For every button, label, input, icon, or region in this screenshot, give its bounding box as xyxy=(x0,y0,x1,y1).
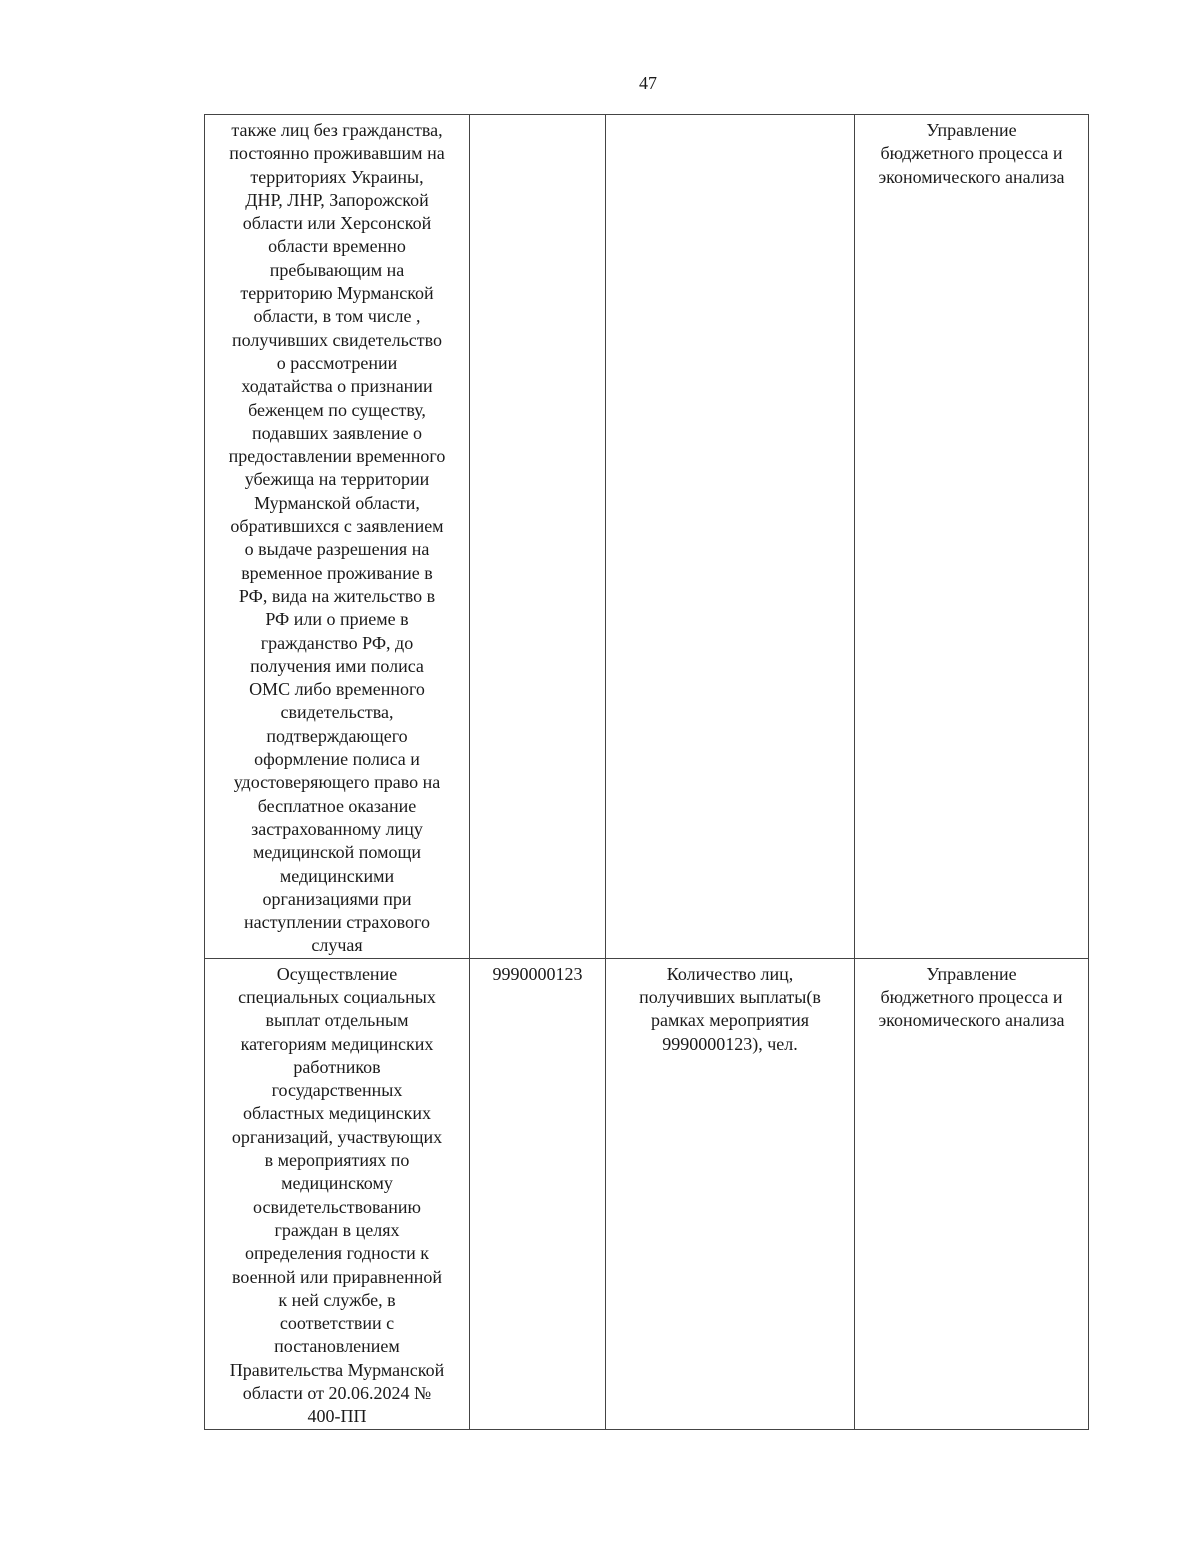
indicator-cell xyxy=(606,115,855,959)
measure-name-cell: также лиц без гражданства, постоянно проживавшим на территориях Украины, ДНР, ЛНР, Запорожской области или Херсонской области временно пребывающим на территорию Мурманской области, в том числе , получивших свидетельство о рассмотрении ходатайства о признании беженцем по существу, подавших заявление о предоставлении временного убежища на территории Мурманской области, обратившихся с заявлением о выдаче разрешения на временное проживание в РФ, вида на жительство в РФ или о приеме в гражданство РФ, до получения ими полиса ОМС либо временного свидетельства, подтверждающего оформление полиса и удостоверяющего право на бесплатное оказание застрахованному лицу медицинской помощи медицинскими организациями при наступлении страхового случая xyxy=(205,115,470,959)
code-cell: 9990000123 xyxy=(470,958,606,1429)
measure-name-cell: Осуществление специальных социальных выплат отдельным категориям медицинских работников государственных областных медицинских организаций, участвующих в мероприятиях по медицинскому освидетельствованию граждан в целях определения годности к военной или приравненной к ней службе, в соответствии с постановлением Правительства Мурманской области от 20.06.2024 № 400-ПП xyxy=(205,958,470,1429)
table-row xyxy=(205,958,1089,1429)
code-cell xyxy=(470,115,606,959)
table-row xyxy=(205,115,1089,959)
department-cell: Управление бюджетного процесса и экономического анализа xyxy=(855,958,1089,1429)
indicator-cell: Количество лиц, получивших выплаты(в рамках мероприятия 9990000123), чел. xyxy=(606,958,855,1429)
department-cell: Управление бюджетного процесса и экономического анализа xyxy=(855,115,1089,959)
page-number: 47 xyxy=(639,73,657,93)
measures-table xyxy=(204,114,1089,1430)
